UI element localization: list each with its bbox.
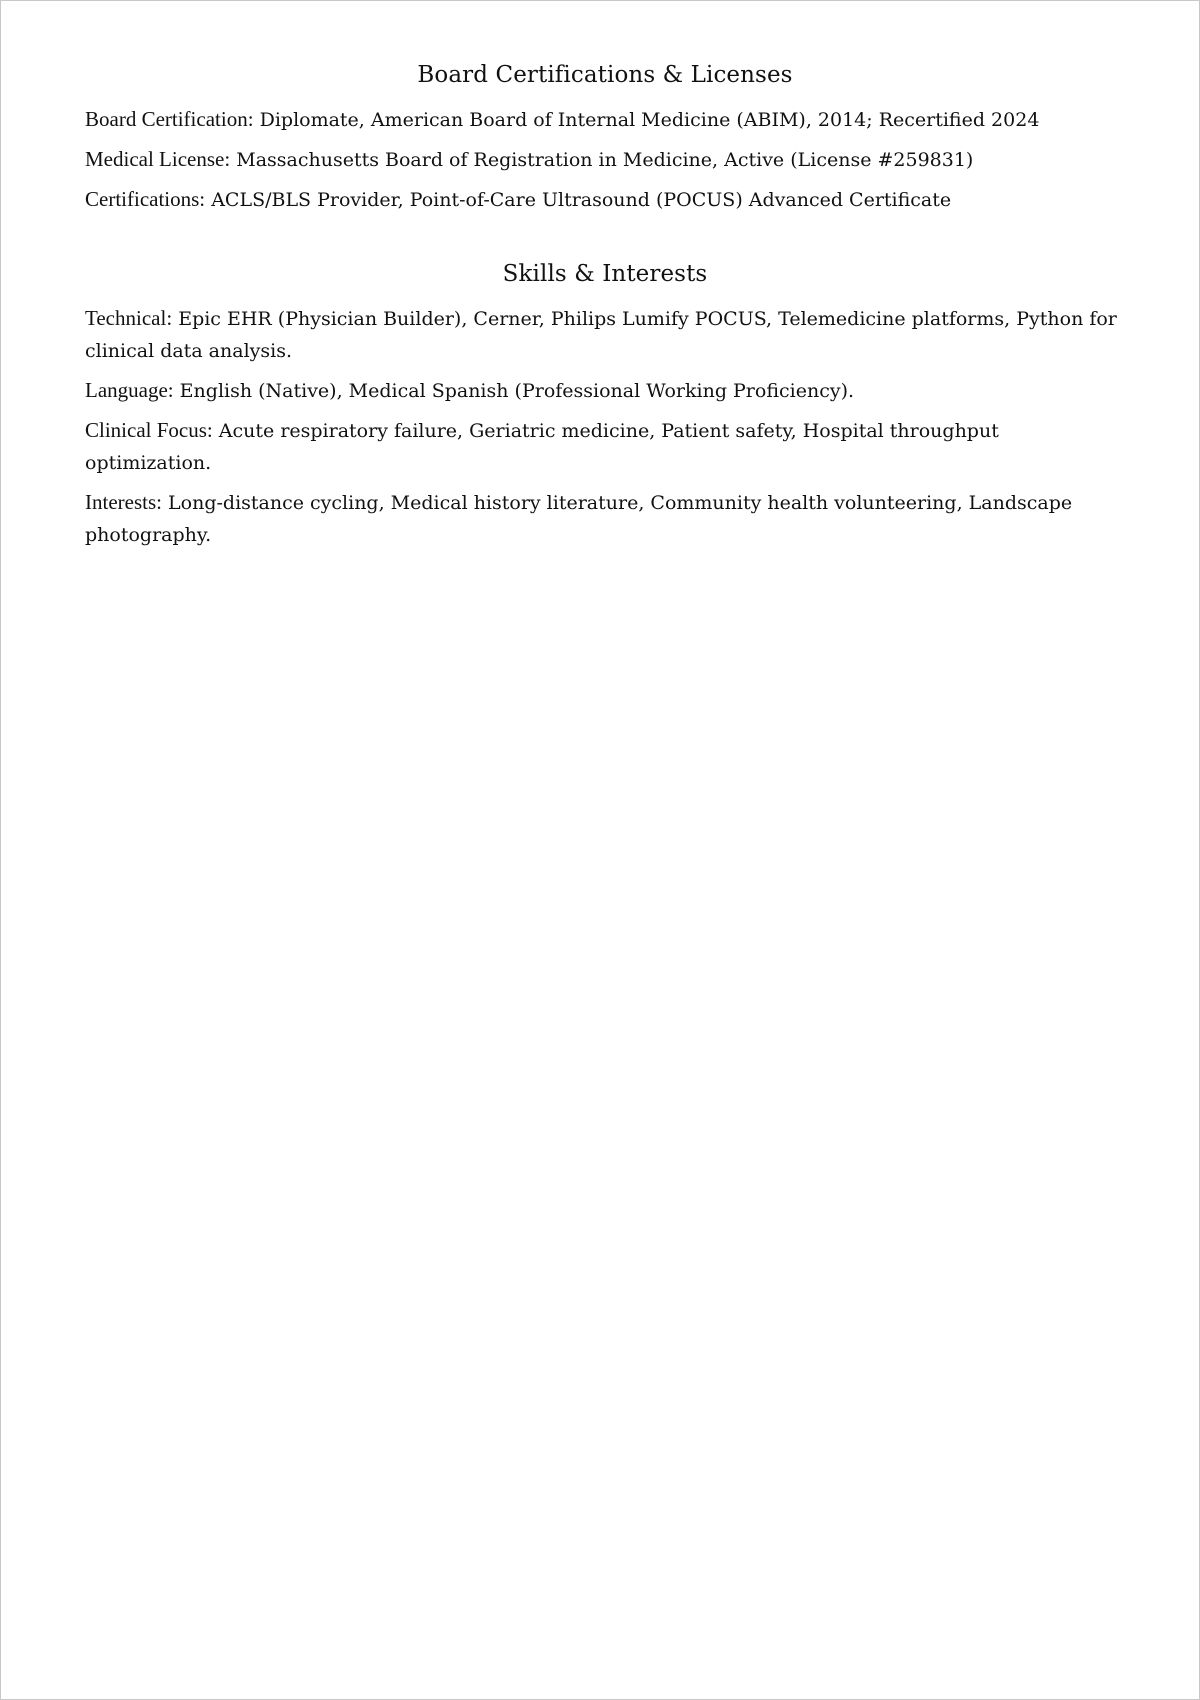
- interests-entry: [85, 486, 1125, 551]
- medical-license-entry: [85, 143, 1125, 176]
- language-entry: [85, 374, 1125, 407]
- technical-entry: [85, 302, 1125, 367]
- entry-text: Long-distance cycling, Medical history literature, Community health volunteering, Landscape photography.: [85, 492, 1073, 546]
- skills-interests-section: [85, 256, 1125, 551]
- entry-text: Epic EHR (Physician Builder), Cerner, Philips Lumify POCUS, Telemedicine platforms, Python for clinical data analysis.: [85, 308, 1117, 362]
- entry-text: Acute respiratory failure, Geriatric medicine, Patient safety, Hospital throughput optimization.: [85, 420, 999, 474]
- entry-text: ACLS/BLS Provider, Point-of-Care Ultrasound (POCUS) Advanced Certificate: [211, 189, 952, 211]
- entry-label: Technical:: [85, 306, 173, 330]
- entry-label: Certifications:: [85, 187, 206, 211]
- clinical-focus-entry: [85, 414, 1125, 479]
- entry-label: Language:: [85, 378, 174, 402]
- entry-list: [85, 103, 1125, 216]
- entry-label: Medical License:: [85, 147, 231, 171]
- entry-text: Diplomate, American Board of Internal Medicine (ABIM), 2014; Recertified 2024: [259, 109, 1040, 131]
- board-certifications-section: [85, 57, 1125, 216]
- section-title: Board Certifications & Licenses: [417, 62, 793, 88]
- entry-list: [85, 302, 1125, 551]
- entry-text: Massachusetts Board of Registration in Medicine, Active (License #259831): [236, 149, 974, 171]
- certifications-entry: [85, 183, 1125, 216]
- section-title: Skills & Interests: [502, 261, 708, 287]
- page-content: [85, 57, 1125, 558]
- entry-label: Interests:: [85, 490, 162, 514]
- entry-label: Board Certification:: [85, 107, 254, 131]
- entry-label: Clinical Focus:: [85, 418, 213, 442]
- board-certification-entry: [85, 103, 1125, 136]
- entry-text: English (Native), Medical Spanish (Professional Working Proficiency).: [179, 380, 855, 402]
